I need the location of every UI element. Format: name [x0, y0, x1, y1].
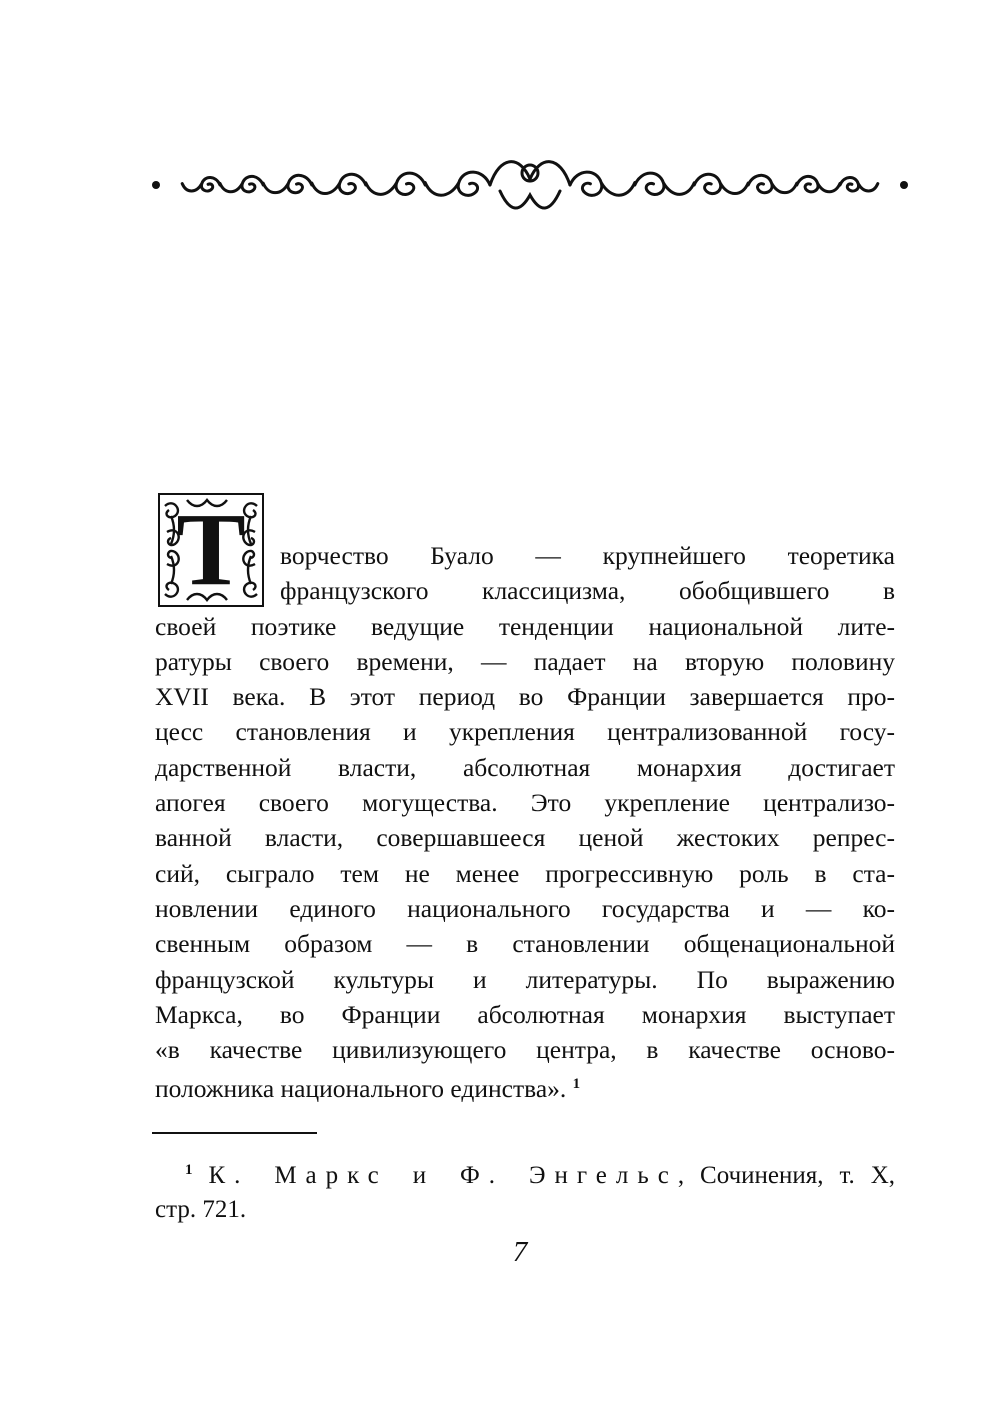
text-line: свенным образом — в становлении общенациональной [155, 929, 895, 959]
footnote-citation: , Сочинения, т. X, [677, 1162, 896, 1189]
text-line: ворчество Буало — крупнейшего теоретика [280, 541, 895, 570]
text-line: цесс становления и укрепления централизованной госу- [155, 717, 895, 747]
text-line-last [155, 1067, 895, 1102]
text-line: французской культуры и литературы. По выражению [155, 964, 895, 994]
main-paragraph [155, 538, 895, 1103]
text-line: «в качестве цивилизующего центра, в качестве осново- [155, 1035, 895, 1065]
text-line: сий, сыграло тем не менее прогрессивную роль в ста- [155, 858, 895, 888]
text-line: дарственной власти, абсолютная монархия достигает [155, 752, 895, 782]
text-line: ратуры своего времени, — падает на вторую половину [155, 646, 895, 676]
text-line: ванной власти, совершавшееся ценой жестоких репрес- [155, 823, 895, 853]
text-line-content: положника национального единства». [155, 1074, 567, 1104]
ornament-scroll-icon [150, 150, 910, 220]
footnote-divider [152, 1132, 317, 1134]
footnote [155, 1153, 895, 1227]
footnote-line [155, 1153, 895, 1193]
text-line: XVII века. В этот период во Франции завершается про- [155, 682, 895, 712]
text-line: своей поэтике ведущие тенденции национальной лите- [155, 611, 895, 641]
text-line: французского классицизма, обобщившего в [280, 576, 895, 606]
header-ornament-band [150, 150, 910, 220]
drop-cap-letter: Т [176, 492, 246, 607]
text-line: апогея своего могущества. Это укрепление централизо- [155, 788, 895, 818]
footnote-authors: К. Маркс и Ф. Энгельс [208, 1162, 678, 1189]
text-line: новлении единого национального государства и — ко- [155, 893, 895, 923]
text-line: Маркса, во Франции абсолютная монархия выступает [155, 999, 895, 1029]
footnote-line: стр. 721. [155, 1196, 247, 1223]
page-number: 7 [512, 1236, 528, 1268]
footnote-reference-mark[interactable]: 1 [572, 1076, 581, 1093]
footnote-mark: 1 [185, 1162, 193, 1178]
